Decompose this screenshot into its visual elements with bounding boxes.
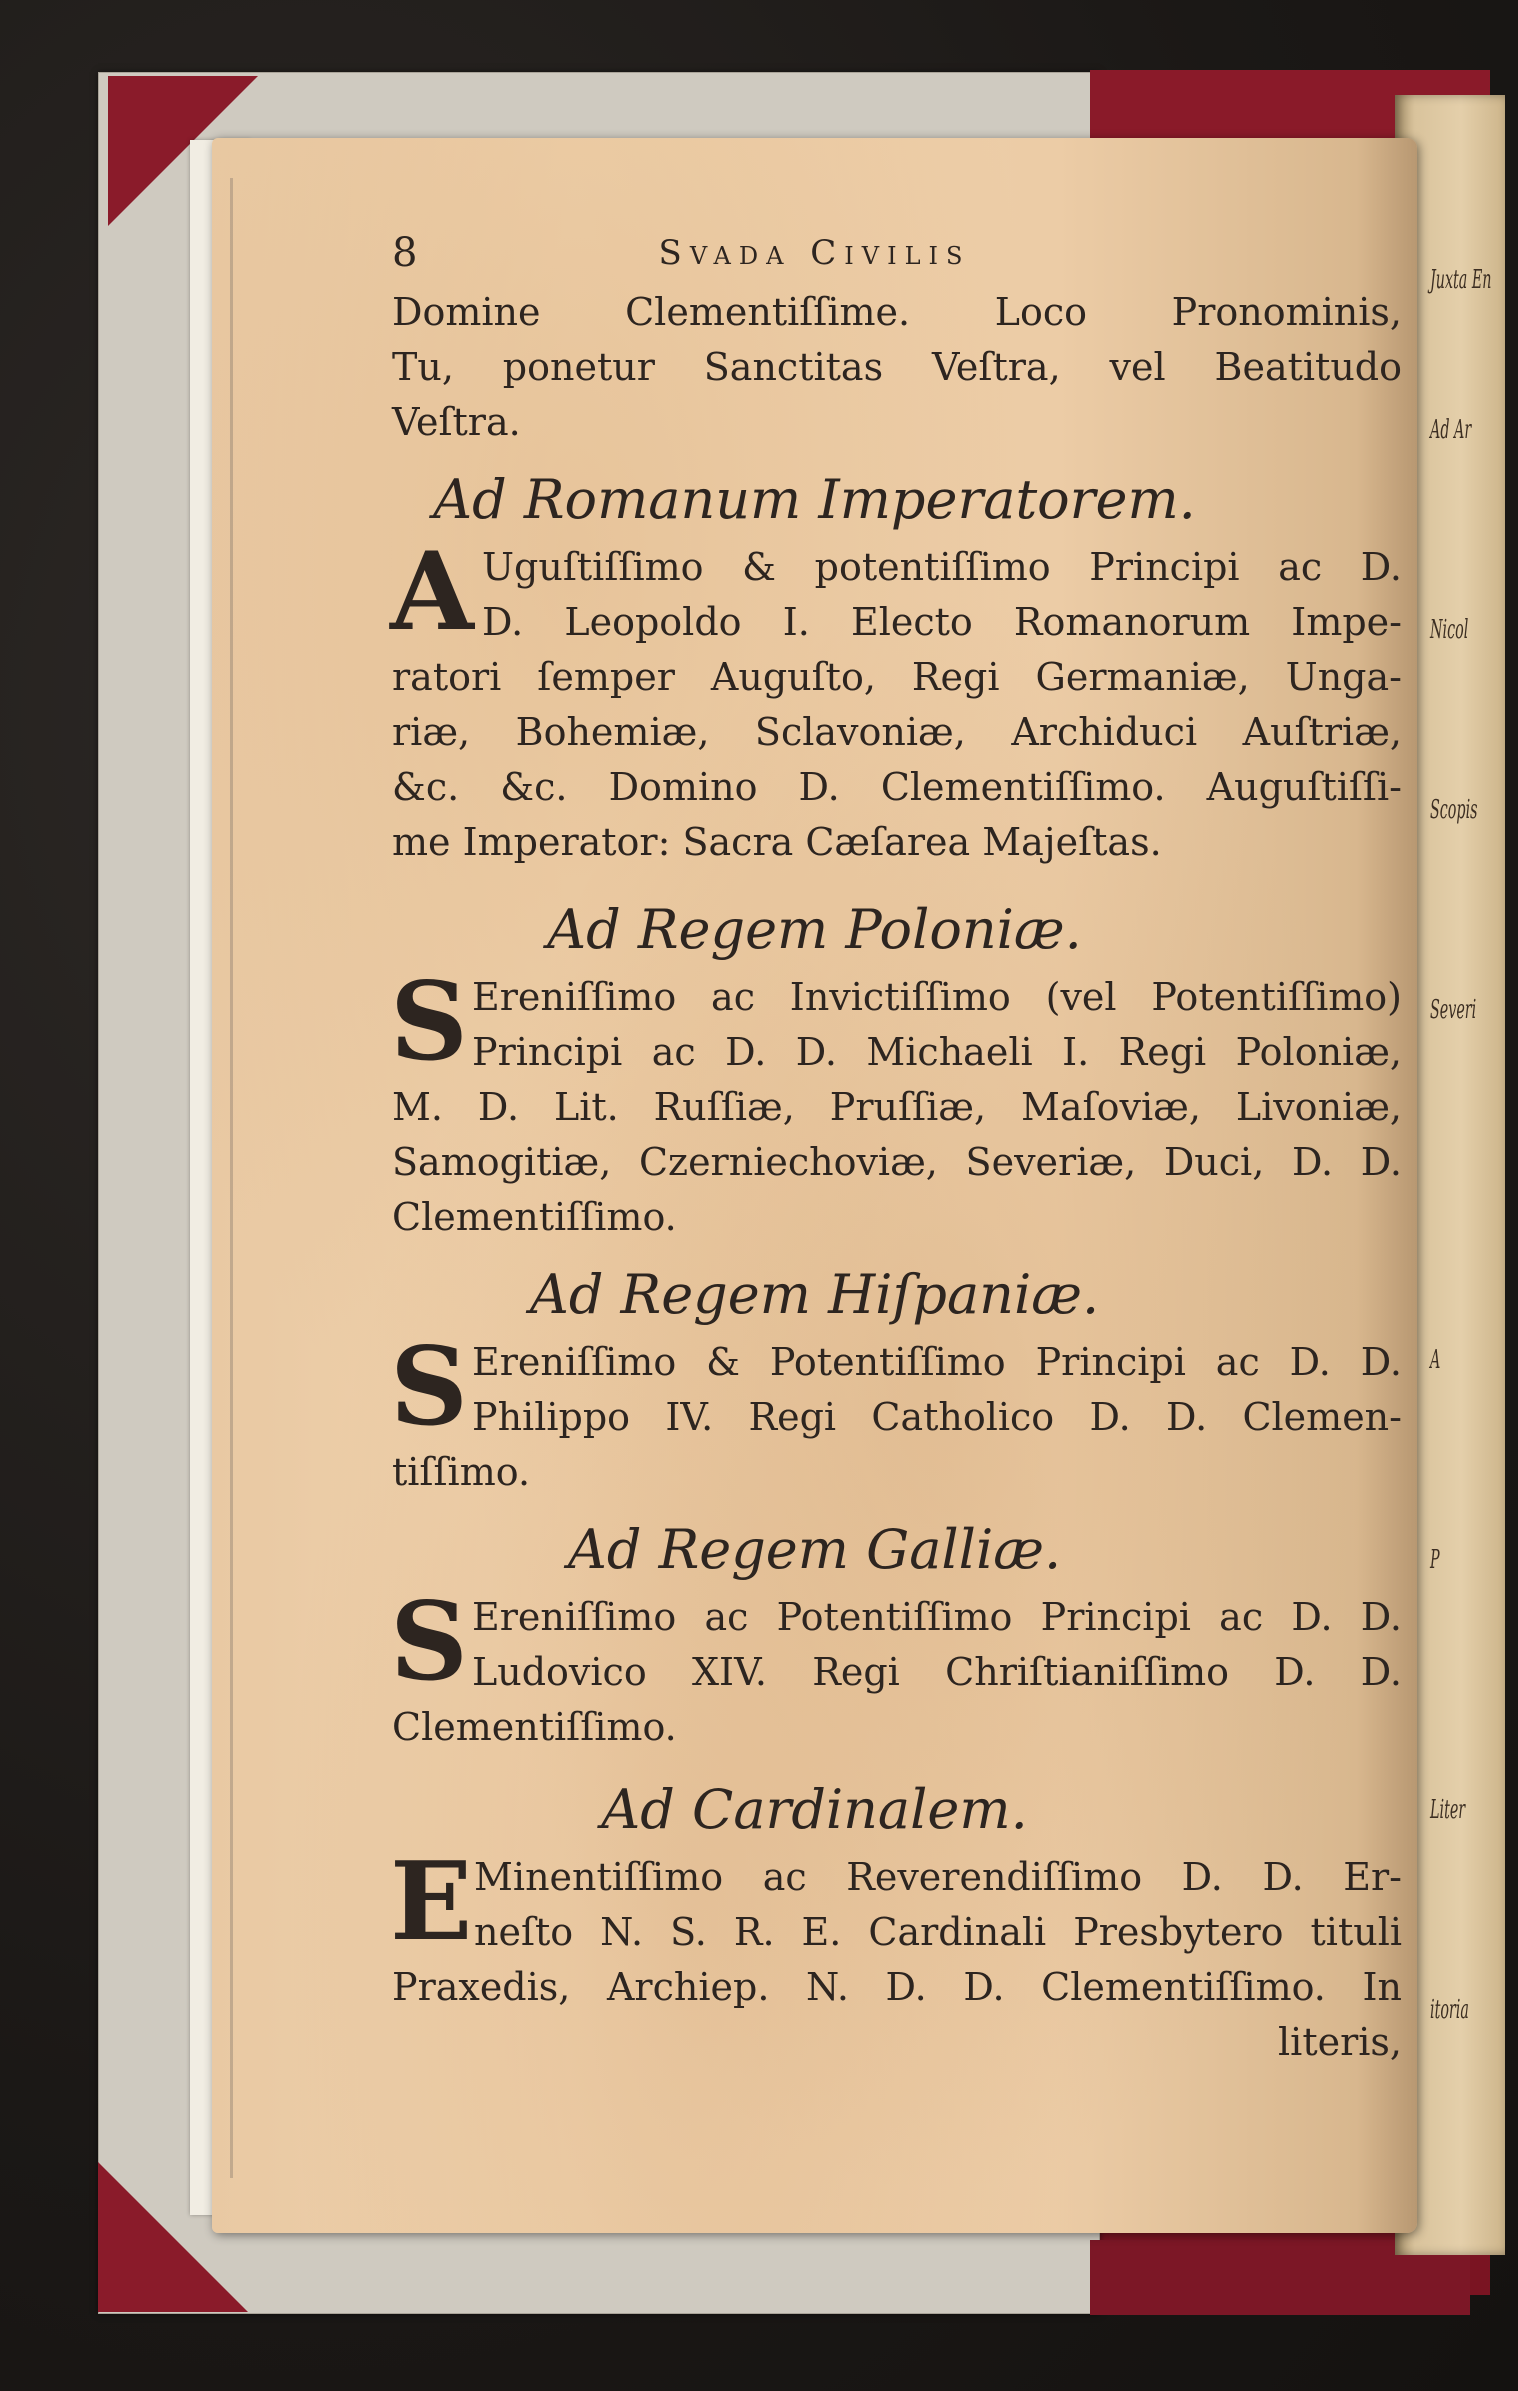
book-page: [212, 138, 1417, 2233]
text-line: tiſſimo.: [392, 1450, 531, 1494]
section-heading: Ad Regem Poloniæ.: [547, 898, 1082, 961]
facing-fragment: P: [1430, 1545, 1440, 1575]
text-line: Clementiſſimo.: [392, 1705, 677, 1749]
drop-cap: E: [390, 1839, 473, 1965]
facing-fragment: itoria: [1430, 1995, 1469, 2025]
drop-cap: S: [390, 959, 468, 1085]
text-line: &c. &c. Domino D. Clementiſſimo. Auguſtiſſi-: [392, 765, 1402, 809]
text-line: Ereniſſimo ac Potentiſſimo Principi ac D. D.: [472, 1595, 1402, 1639]
text-line: neſto N. S. R. E. Cardinali Presbytero tituli: [474, 1910, 1402, 1954]
section-heading: Ad Regem Galliæ.: [567, 1518, 1062, 1581]
text-line: Uguſtiſſimo & potentiſſimo Principi ac D.: [482, 545, 1402, 589]
intro-line: Domine Clementiſſime. Loco Pronominis,: [392, 290, 1402, 334]
text-line: Minentiſſimo ac Reverendiſſimo D. D. Er-: [474, 1855, 1402, 1899]
section-heading: Ad Romanum Imperatorem.: [433, 468, 1196, 531]
text-line: Clementiſſimo.: [392, 1195, 677, 1239]
drop-cap: A: [390, 529, 474, 655]
section-heading: Ad Regem Hiſpaniæ.: [529, 1263, 1100, 1326]
drop-cap: S: [390, 1579, 468, 1705]
running-head: Svada Civilis: [658, 233, 971, 273]
facing-fragment: Scopis: [1430, 795, 1478, 825]
text-line: ratori ſemper Auguſto, Regi Germaniæ, Unga-: [392, 655, 1402, 699]
text-line: Ereniſſimo & Potentiſſimo Principi ac D. D.: [472, 1340, 1402, 1384]
drop-cap: S: [390, 1324, 468, 1450]
text-line: Ereniſſimo ac Invictiſſimo (vel Potentiſſimo): [472, 975, 1402, 1019]
intro-line: Tu, ponetur Sanctitas Veſtra, vel Beatitudo: [392, 345, 1402, 389]
text-line: Philippo IV. Regi Catholico D. D. Clemen-: [472, 1395, 1402, 1439]
facing-fragment: Nicol: [1430, 615, 1469, 645]
text-line: Praxedis, Archiep. N. D. D. Clementiſſimo. In: [392, 1965, 1402, 2009]
text-line: Samogitiæ, Czerniechoviæ, Severiæ, Duci, D. D.: [392, 1140, 1402, 1184]
text-line: me Imperator: Sacra Cæſarea Majeſtas.: [392, 820, 1162, 864]
intro-line: Veſtra.: [392, 400, 521, 444]
text-line: riæ, Bohemiæ, Sclavoniæ, Archiduci Auſtriæ,: [392, 710, 1402, 754]
text-line: M. D. Lit. Ruſſiæ, Pruſſiæ, Maſoviæ, Livoniæ,: [392, 1085, 1402, 1129]
text-line: Principi ac D. D. Michaeli I. Regi Poloniæ,: [472, 1030, 1402, 1074]
facing-fragment: Severi: [1430, 995, 1477, 1025]
page-text: [212, 138, 1417, 2233]
text-line: Ludovico XIV. Regi Chriſtianiſſimo D. D.: [472, 1650, 1402, 1694]
facing-fragment: Ad Ar: [1430, 415, 1472, 445]
facing-fragment: A: [1430, 1345, 1441, 1375]
facing-fragment: Juxta En: [1430, 265, 1492, 295]
text-line: D. Leopoldo I. Electo Romanorum Impe-: [482, 600, 1402, 644]
catchword: literis,: [1278, 2020, 1402, 2064]
section-heading: Ad Cardinalem.: [601, 1778, 1028, 1841]
page-number: 8: [392, 230, 418, 276]
facing-fragment: Liter: [1430, 1795, 1466, 1825]
